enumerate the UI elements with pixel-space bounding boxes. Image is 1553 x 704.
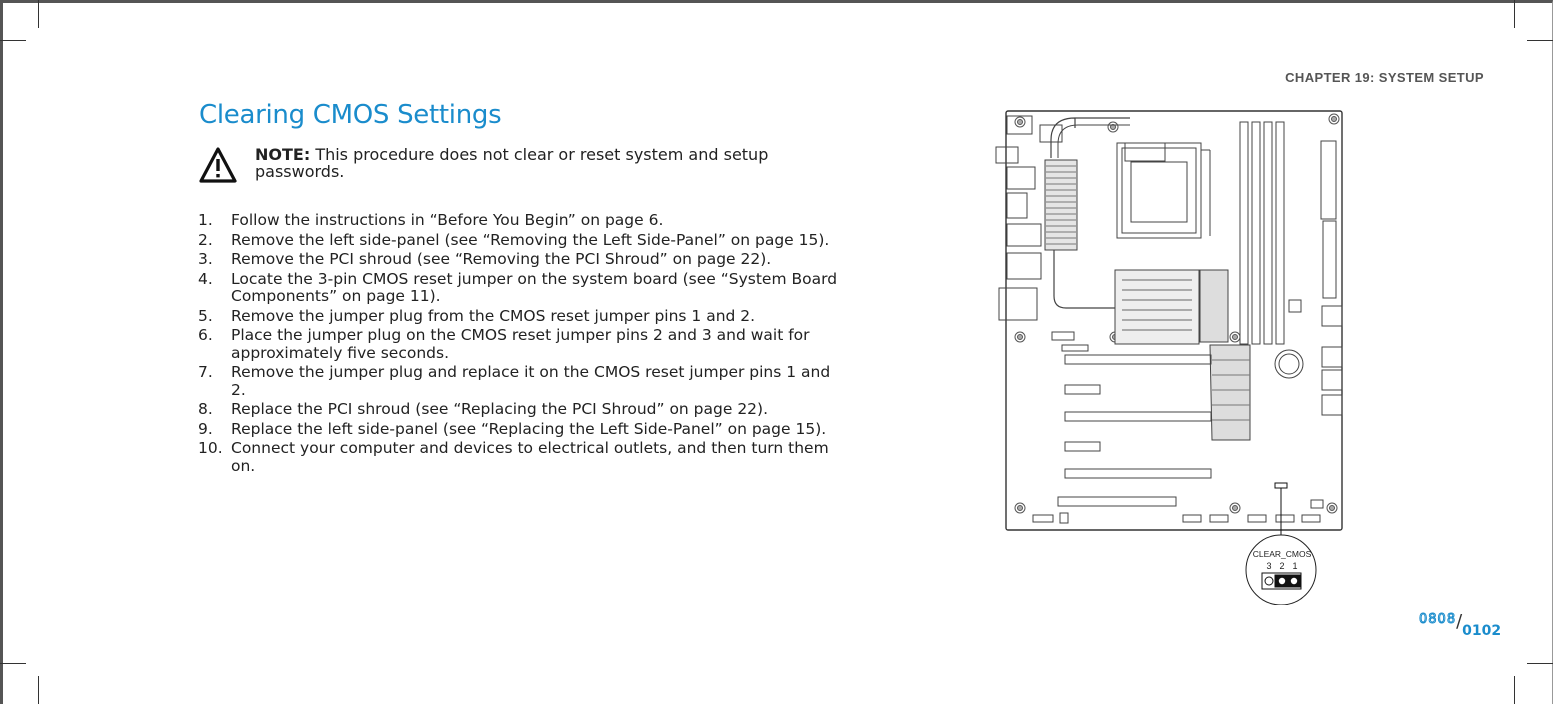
list-item [198, 364, 838, 399]
step-text: Replace the left side-panel (see “Replacing the Left Side-Panel” on page 15). [231, 419, 827, 438]
section-title: Clearing CMOS Settings [199, 100, 502, 130]
step-text: Remove the jumper plug and replace it on the CMOS reset jumper pins 1 and 2. [231, 363, 831, 399]
crop-mark-bottom-left-v [38, 676, 39, 704]
page-number-current: 0102 [1462, 623, 1502, 639]
note [255, 146, 775, 180]
clear-cmos-label: CLEAR_CMOS [1252, 549, 1312, 559]
list-item [198, 232, 838, 250]
crop-mark-top-left-h [0, 40, 26, 41]
step-text: Remove the PCI shroud (see “Removing the PCI Shroud” on page 22). [231, 250, 772, 268]
step-text: Follow the instructions in “Before You Begin” on page 6. [231, 211, 664, 229]
step-number: 5. [198, 306, 213, 325]
step-text: Place the jumper plug on the CMOS reset jumper pins 2 and 3 and wait for approximately five seconds. [231, 326, 810, 362]
crop-mark-top-left-v [38, 0, 39, 28]
steps-list [198, 212, 838, 477]
step-number: 8. [198, 400, 213, 418]
step-number: 9. [198, 419, 213, 438]
page-number [1419, 607, 1502, 639]
memory-slots [1240, 122, 1284, 344]
crop-mark-top-right-v [1514, 0, 1515, 28]
list-item [198, 271, 838, 306]
rear-io-ports [996, 116, 1041, 320]
list-item [198, 212, 838, 230]
step-number: 7. [198, 363, 213, 381]
pin-label-1: 1 [1292, 561, 1298, 571]
list-item [198, 308, 838, 326]
crop-mark-bottom-left-h [0, 663, 26, 664]
step-number: 3. [198, 250, 213, 268]
list-item [198, 327, 838, 362]
page-number-ghost: 0808 [1419, 612, 1457, 627]
step-number: 6. [198, 326, 213, 344]
crop-mark-bottom-right-v [1514, 676, 1515, 704]
list-item [198, 440, 838, 475]
step-text: Remove the jumper plug from the CMOS reset jumper pins 1 and 2. [231, 306, 756, 325]
pin-label-2: 2 [1279, 561, 1285, 571]
vrm-heatsink [1045, 160, 1077, 250]
step-number: 4. [198, 269, 213, 288]
chapter-heading: CHAPTER 19: SYSTEM SETUP [1285, 70, 1484, 85]
list-item [198, 421, 838, 439]
expansion-slots [1058, 355, 1211, 506]
step-text: Remove the left side-panel (see “Removing the Left Side-Panel” on page 15). [231, 230, 830, 249]
atx-power-connector [1321, 141, 1336, 219]
crop-mark-bottom-right-h [1527, 663, 1553, 664]
jumper-pin-3 [1265, 577, 1273, 585]
cpu-socket [1117, 143, 1210, 238]
note-body: This procedure does not clear or reset system and setup passwords. [255, 145, 769, 181]
list-item [198, 401, 838, 419]
page-number-slash: / [1456, 611, 1463, 632]
jumper-pin-2 [1279, 578, 1285, 584]
step-text: Connect your computer and devices to electrical outlets, and then turn them on. [231, 439, 829, 475]
ide-connector [1323, 221, 1336, 298]
system-board-diagram [995, 105, 1355, 605]
chipset-heatsink [1115, 270, 1199, 344]
step-text: Replace the PCI shroud (see “Replacing the PCI Shroud” on page 22). [231, 400, 769, 418]
crop-mark-top-right-h [1527, 40, 1553, 41]
warning-icon [198, 146, 238, 184]
jumper-pin-1 [1291, 578, 1297, 584]
list-item [198, 251, 838, 269]
note-label: NOTE: [255, 145, 311, 164]
cmos-jumper-location [1275, 483, 1287, 488]
step-number: 2. [198, 230, 213, 249]
pin-label-3: 3 [1266, 561, 1272, 571]
step-text: Locate the 3-pin CMOS reset jumper on the system board (see “System Board Components” on page 11). [231, 269, 838, 305]
southbridge-heatsink [1210, 345, 1250, 440]
step-number: 10. [198, 439, 223, 457]
step-number: 1. [198, 211, 213, 229]
